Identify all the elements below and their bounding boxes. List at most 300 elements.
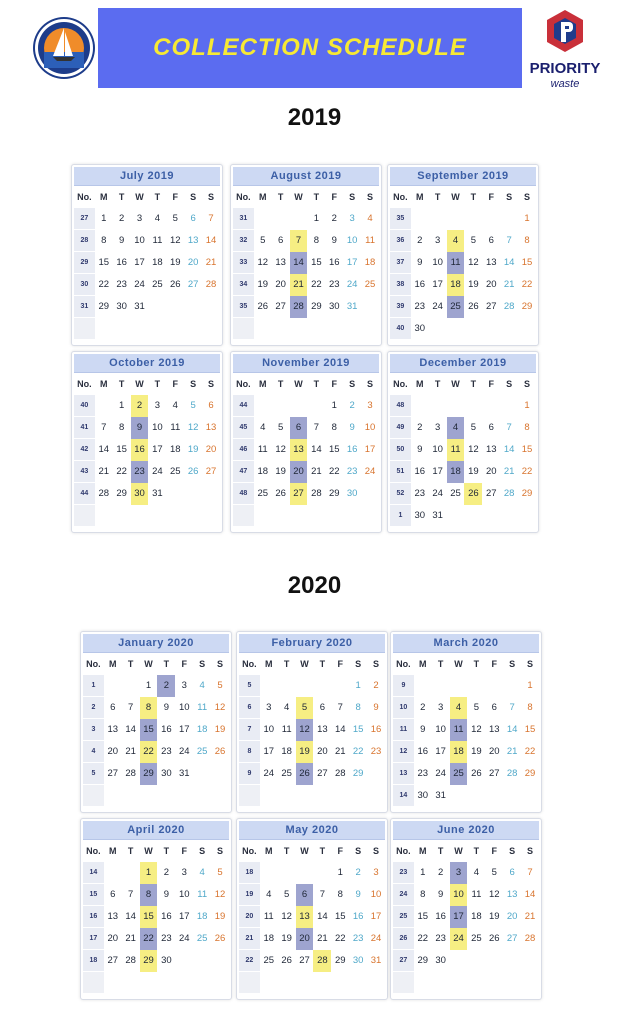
day-cell: 23 bbox=[417, 768, 429, 779]
day-header: F bbox=[337, 659, 344, 669]
day-cell: 27 bbox=[489, 768, 500, 779]
day-cell: 18 bbox=[170, 444, 181, 455]
day-cell: 28 bbox=[311, 488, 322, 499]
month-grid bbox=[83, 840, 229, 994]
day-cell: 26 bbox=[214, 933, 226, 944]
city-seal-logo bbox=[31, 8, 97, 88]
day-header: S bbox=[190, 192, 197, 202]
empty-cell bbox=[367, 972, 385, 994]
day-header: F bbox=[172, 379, 179, 389]
day-cell: 30 bbox=[414, 510, 426, 521]
week-number bbox=[393, 972, 414, 994]
day-cell: 14 bbox=[205, 235, 217, 246]
day-cell: 14 bbox=[311, 444, 322, 455]
day-cell: 17 bbox=[432, 279, 443, 290]
day-cell: 2 bbox=[355, 867, 361, 878]
day-cell: 17 bbox=[263, 746, 275, 757]
day-cell: 22 bbox=[311, 279, 322, 290]
empty-cell bbox=[166, 483, 184, 505]
month-grid bbox=[233, 186, 379, 340]
day-cell: 20 bbox=[317, 746, 328, 757]
week-number: 52 bbox=[390, 483, 411, 505]
day-header: M bbox=[109, 846, 117, 856]
day-header: T bbox=[470, 192, 477, 202]
day-cell: 22 bbox=[352, 746, 364, 757]
day-cell: 25 bbox=[263, 955, 275, 966]
day-cell: 5 bbox=[296, 697, 314, 719]
day-cell: 4 bbox=[199, 680, 205, 691]
day-header: F bbox=[331, 192, 338, 202]
day-cell: 31 bbox=[134, 301, 145, 312]
day-cell: 11 bbox=[471, 889, 482, 900]
empty-cell bbox=[313, 785, 331, 807]
day-cell: 12 bbox=[187, 422, 199, 433]
month-calendar bbox=[236, 818, 388, 1000]
day-cell: 5 bbox=[217, 680, 223, 691]
day-cell: 8 bbox=[313, 235, 320, 246]
day-cell: 31 bbox=[435, 790, 446, 801]
day-header: No. bbox=[86, 846, 101, 856]
day-cell: 4 bbox=[154, 213, 161, 224]
week-number: 2 bbox=[83, 697, 104, 719]
day-cell: 18 bbox=[152, 257, 163, 268]
day-cell: 24 bbox=[435, 768, 446, 779]
empty-cell bbox=[104, 785, 122, 807]
year-heading-2019: 2019 bbox=[287, 104, 342, 131]
day-cell: 31 bbox=[179, 768, 190, 779]
day-cell: 4 bbox=[367, 213, 373, 224]
day-cell: 22 bbox=[521, 279, 533, 290]
day-header: W bbox=[294, 379, 303, 389]
month-grid bbox=[390, 186, 536, 340]
day-cell: 22 bbox=[335, 933, 346, 944]
day-cell: 27 bbox=[107, 768, 119, 779]
day-cell: 31 bbox=[346, 301, 358, 312]
month-title: November 2019 bbox=[233, 354, 379, 373]
day-header: S bbox=[506, 192, 513, 202]
empty-cell bbox=[361, 483, 379, 505]
week-number bbox=[83, 785, 104, 807]
day-cell: 2 bbox=[157, 675, 175, 697]
day-cell: 7 bbox=[509, 702, 515, 713]
empty-cell bbox=[148, 318, 166, 340]
day-cell: 28 bbox=[524, 933, 536, 944]
day-cell: 6 bbox=[319, 702, 326, 713]
empty-cell bbox=[211, 763, 229, 785]
day-header: S bbox=[217, 846, 224, 856]
month-grid bbox=[74, 373, 220, 527]
day-cell: 14 bbox=[506, 724, 518, 735]
day-cell: 26 bbox=[170, 279, 181, 290]
day-cell: 6 bbox=[190, 213, 196, 224]
empty-cell bbox=[157, 785, 175, 807]
day-header: T bbox=[283, 846, 290, 856]
empty-cell bbox=[464, 395, 482, 417]
day-cell: 13 bbox=[290, 439, 308, 461]
day-cell: 10 bbox=[370, 889, 382, 900]
day-cell: 9 bbox=[438, 889, 444, 900]
day-header: S bbox=[367, 379, 374, 389]
priority-label: PRIORITY bbox=[529, 60, 601, 77]
week-number: 50 bbox=[390, 439, 411, 461]
day-cell: 13 bbox=[489, 724, 500, 735]
day-cell: 14 bbox=[503, 257, 515, 268]
day-cell: 26 bbox=[471, 768, 482, 779]
week-number: 47 bbox=[233, 461, 254, 483]
day-cell: 2 bbox=[131, 395, 149, 417]
day-cell: 6 bbox=[208, 400, 214, 411]
week-number bbox=[239, 785, 260, 807]
empty-cell bbox=[331, 972, 349, 994]
day-cell: 11 bbox=[281, 724, 292, 735]
day-cell: 29 bbox=[524, 768, 536, 779]
day-cell: 19 bbox=[257, 279, 269, 290]
empty-cell bbox=[184, 296, 202, 318]
day-cell: 16 bbox=[131, 439, 149, 461]
day-header: S bbox=[355, 659, 362, 669]
empty-cell bbox=[95, 395, 113, 417]
day-cell: 3 bbox=[435, 422, 441, 433]
empty-cell bbox=[211, 950, 229, 972]
day-cell: 30 bbox=[417, 790, 429, 801]
day-cell: 8 bbox=[331, 422, 337, 433]
week-number: 31 bbox=[233, 208, 254, 230]
empty-cell bbox=[325, 318, 343, 340]
month-calendar bbox=[80, 818, 232, 1000]
day-cell: 23 bbox=[131, 461, 149, 483]
day-cell: 9 bbox=[349, 422, 355, 433]
day-cell: 20 bbox=[107, 933, 119, 944]
day-header: T bbox=[118, 379, 125, 389]
day-cell: 15 bbox=[311, 257, 322, 268]
week-number: 27 bbox=[74, 208, 95, 230]
day-cell: 24 bbox=[179, 933, 190, 944]
week-number: 14 bbox=[393, 785, 414, 807]
empty-cell bbox=[429, 208, 447, 230]
day-header: T bbox=[470, 379, 477, 389]
day-cell: 17 bbox=[435, 746, 446, 757]
day-cell: 16 bbox=[417, 746, 429, 757]
week-number: 25 bbox=[393, 906, 414, 928]
week-number bbox=[233, 318, 254, 340]
week-number: 40 bbox=[74, 395, 95, 417]
day-cell: 11 bbox=[447, 439, 465, 461]
day-header: W bbox=[135, 192, 144, 202]
day-header: S bbox=[509, 846, 516, 856]
empty-cell bbox=[482, 505, 500, 527]
day-header: S bbox=[208, 192, 215, 202]
empty-cell bbox=[349, 785, 367, 807]
day-cell: 9 bbox=[119, 235, 125, 246]
day-cell: 10 bbox=[450, 884, 468, 906]
day-header: T bbox=[437, 846, 444, 856]
empty-cell bbox=[260, 972, 278, 994]
day-cell: 24 bbox=[346, 279, 358, 290]
day-cell: 13 bbox=[107, 724, 119, 735]
day-header: W bbox=[300, 659, 309, 669]
week-number: 6 bbox=[239, 697, 260, 719]
empty-cell bbox=[313, 972, 331, 994]
day-cell: 29 bbox=[98, 301, 110, 312]
day-cell: 30 bbox=[116, 301, 127, 312]
day-cell: 9 bbox=[417, 257, 423, 268]
week-number: 14 bbox=[83, 862, 104, 884]
day-cell: 7 bbox=[506, 235, 512, 246]
week-number: 13 bbox=[393, 763, 414, 785]
month-grid bbox=[239, 653, 385, 807]
day-cell: 18 bbox=[447, 461, 465, 483]
day-cell: 24 bbox=[134, 279, 145, 290]
empty-cell bbox=[254, 395, 272, 417]
day-header: M bbox=[109, 659, 117, 669]
day-cell: 6 bbox=[290, 417, 308, 439]
empty-cell bbox=[500, 318, 518, 340]
day-header: M bbox=[419, 659, 427, 669]
day-cell: 8 bbox=[527, 702, 533, 713]
day-cell: 21 bbox=[311, 466, 322, 477]
day-cell: 4 bbox=[447, 230, 465, 252]
day-header: F bbox=[172, 192, 179, 202]
empty-cell bbox=[432, 675, 450, 697]
day-cell: 10 bbox=[432, 257, 443, 268]
week-number: 8 bbox=[239, 741, 260, 763]
day-cell: 29 bbox=[140, 763, 158, 785]
day-cell: 15 bbox=[98, 257, 110, 268]
day-header: F bbox=[331, 379, 338, 389]
week-number: 15 bbox=[83, 884, 104, 906]
day-header: T bbox=[127, 846, 134, 856]
day-cell: 9 bbox=[163, 702, 170, 713]
day-cell: 28 bbox=[125, 955, 136, 966]
week-number: 43 bbox=[74, 461, 95, 483]
empty-cell bbox=[485, 785, 503, 807]
week-number: 33 bbox=[233, 252, 254, 274]
day-cell: 26 bbox=[281, 955, 292, 966]
day-cell: 8 bbox=[524, 422, 530, 433]
week-number: 35 bbox=[390, 208, 411, 230]
empty-cell bbox=[464, 208, 482, 230]
day-cell: 15 bbox=[524, 724, 536, 735]
empty-cell bbox=[184, 318, 202, 340]
day-cell: 6 bbox=[278, 235, 284, 246]
empty-cell bbox=[184, 483, 202, 505]
day-cell: 3 bbox=[349, 213, 355, 224]
day-cell: 8 bbox=[119, 422, 125, 433]
day-cell: 23 bbox=[329, 279, 340, 290]
day-cell: 10 bbox=[346, 235, 358, 246]
day-cell: 17 bbox=[179, 911, 190, 922]
day-cell: 29 bbox=[521, 488, 533, 499]
day-header: S bbox=[355, 846, 362, 856]
day-cell: 11 bbox=[450, 719, 468, 741]
day-cell: 2 bbox=[119, 213, 125, 224]
page-title: COLLECTION SCHEDULE bbox=[153, 34, 467, 61]
day-cell: 10 bbox=[179, 889, 190, 900]
day-header: S bbox=[373, 659, 380, 669]
day-cell: 8 bbox=[140, 884, 158, 906]
day-cell: 27 bbox=[506, 933, 518, 944]
empty-cell bbox=[349, 972, 367, 994]
day-cell: 18 bbox=[196, 724, 208, 735]
day-cell: 10 bbox=[134, 235, 145, 246]
day-cell: 6 bbox=[509, 867, 515, 878]
empty-cell bbox=[166, 318, 184, 340]
empty-cell bbox=[411, 208, 429, 230]
month-title: December 2019 bbox=[390, 354, 536, 373]
month-calendar bbox=[230, 164, 382, 346]
month-grid bbox=[393, 840, 539, 994]
day-cell: 22 bbox=[116, 466, 127, 477]
empty-cell bbox=[290, 318, 308, 340]
day-header: S bbox=[217, 659, 224, 669]
empty-cell bbox=[414, 675, 432, 697]
day-cell: 10 bbox=[152, 422, 163, 433]
day-cell: 16 bbox=[352, 911, 364, 922]
month-title: August 2019 bbox=[233, 167, 379, 186]
day-cell: 25 bbox=[152, 279, 163, 290]
day-cell: 4 bbox=[266, 889, 272, 900]
day-cell: 8 bbox=[420, 889, 426, 900]
day-cell: 11 bbox=[263, 911, 274, 922]
day-cell: 13 bbox=[486, 257, 497, 268]
empty-cell bbox=[202, 483, 220, 505]
day-cell: 1 bbox=[420, 867, 426, 878]
day-cell: 3 bbox=[136, 213, 143, 224]
day-cell: 7 bbox=[506, 422, 512, 433]
week-number: 9 bbox=[239, 763, 260, 785]
day-cell: 24 bbox=[364, 466, 376, 477]
day-cell: 15 bbox=[521, 444, 533, 455]
day-header: S bbox=[349, 192, 356, 202]
empty-cell bbox=[193, 785, 211, 807]
day-cell: 15 bbox=[352, 724, 364, 735]
week-number: 9 bbox=[393, 675, 414, 697]
day-cell: 25 bbox=[450, 488, 461, 499]
day-header: S bbox=[509, 659, 516, 669]
day-cell: 25 bbox=[170, 466, 181, 477]
week-number: 46 bbox=[233, 439, 254, 461]
month-title: July 2019 bbox=[74, 167, 220, 186]
empty-cell bbox=[411, 395, 429, 417]
month-grid bbox=[83, 653, 229, 807]
day-cell: 4 bbox=[447, 417, 465, 439]
day-cell: 23 bbox=[414, 301, 426, 312]
day-cell: 16 bbox=[414, 466, 426, 477]
day-cell: 16 bbox=[346, 444, 358, 455]
month-calendar bbox=[387, 351, 539, 533]
day-cell: 12 bbox=[471, 724, 482, 735]
day-cell: 14 bbox=[317, 911, 328, 922]
day-cell: 13 bbox=[317, 724, 328, 735]
month-title: January 2020 bbox=[83, 634, 229, 653]
day-cell: 16 bbox=[161, 911, 172, 922]
day-cell: 17 bbox=[450, 906, 468, 928]
day-cell: 13 bbox=[486, 444, 497, 455]
day-cell: 20 bbox=[489, 746, 500, 757]
week-number: 18 bbox=[239, 862, 260, 884]
day-cell: 8 bbox=[355, 702, 361, 713]
empty-cell bbox=[450, 972, 468, 994]
day-header: S bbox=[527, 846, 534, 856]
day-cell: 30 bbox=[414, 323, 426, 334]
day-cell: 23 bbox=[346, 466, 358, 477]
empty-cell bbox=[278, 785, 296, 807]
day-header: T bbox=[154, 192, 161, 202]
day-cell: 1 bbox=[355, 680, 361, 691]
day-header: F bbox=[181, 659, 188, 669]
day-cell: 7 bbox=[527, 867, 533, 878]
day-cell: 27 bbox=[107, 955, 119, 966]
empty-cell bbox=[447, 318, 465, 340]
week-number: 1 bbox=[83, 675, 104, 697]
day-header: T bbox=[127, 659, 134, 669]
empty-cell bbox=[447, 208, 465, 230]
week-number: 44 bbox=[74, 483, 95, 505]
empty-cell bbox=[260, 862, 278, 884]
empty-cell bbox=[429, 318, 447, 340]
day-cell: 29 bbox=[417, 955, 429, 966]
day-cell: 24 bbox=[432, 488, 443, 499]
day-cell: 6 bbox=[110, 702, 116, 713]
week-number: 40 bbox=[390, 318, 411, 340]
day-cell: 12 bbox=[214, 702, 226, 713]
day-header: S bbox=[524, 379, 531, 389]
empty-cell bbox=[296, 862, 314, 884]
empty-cell bbox=[518, 318, 536, 340]
empty-cell bbox=[307, 505, 325, 527]
empty-cell bbox=[467, 972, 485, 994]
day-cell: 9 bbox=[331, 235, 337, 246]
day-cell: 13 bbox=[107, 911, 119, 922]
week-number: 48 bbox=[233, 483, 254, 505]
day-header: T bbox=[277, 379, 284, 389]
week-number: 51 bbox=[390, 461, 411, 483]
empty-cell bbox=[503, 785, 521, 807]
day-header: No. bbox=[393, 192, 408, 202]
day-cell: 19 bbox=[468, 279, 479, 290]
day-cell: 29 bbox=[140, 950, 158, 972]
day-cell: 27 bbox=[299, 955, 310, 966]
day-cell: 28 bbox=[205, 279, 217, 290]
day-cell: 22 bbox=[329, 466, 340, 477]
day-cell: 24 bbox=[450, 928, 468, 950]
week-number: 5 bbox=[83, 763, 104, 785]
empty-cell bbox=[104, 675, 122, 697]
day-cell: 7 bbox=[101, 422, 107, 433]
day-cell: 23 bbox=[414, 488, 426, 499]
day-cell: 10 bbox=[432, 444, 443, 455]
empty-cell bbox=[521, 972, 539, 994]
empty-cell bbox=[482, 395, 500, 417]
day-cell: 26 bbox=[468, 301, 479, 312]
day-cell: 5 bbox=[190, 400, 196, 411]
empty-cell bbox=[450, 785, 468, 807]
day-header: F bbox=[491, 659, 498, 669]
day-cell: 29 bbox=[329, 488, 340, 499]
day-header: No. bbox=[236, 379, 251, 389]
empty-cell bbox=[367, 785, 385, 807]
day-cell: 20 bbox=[107, 746, 119, 757]
day-cell: 7 bbox=[208, 213, 214, 224]
day-cell: 18 bbox=[471, 911, 482, 922]
day-cell: 1 bbox=[101, 213, 107, 224]
day-cell: 21 bbox=[125, 746, 136, 757]
week-number: 20 bbox=[239, 906, 260, 928]
empty-cell bbox=[113, 505, 131, 527]
week-number bbox=[239, 972, 260, 994]
empty-cell bbox=[432, 972, 450, 994]
day-header: T bbox=[283, 659, 290, 669]
